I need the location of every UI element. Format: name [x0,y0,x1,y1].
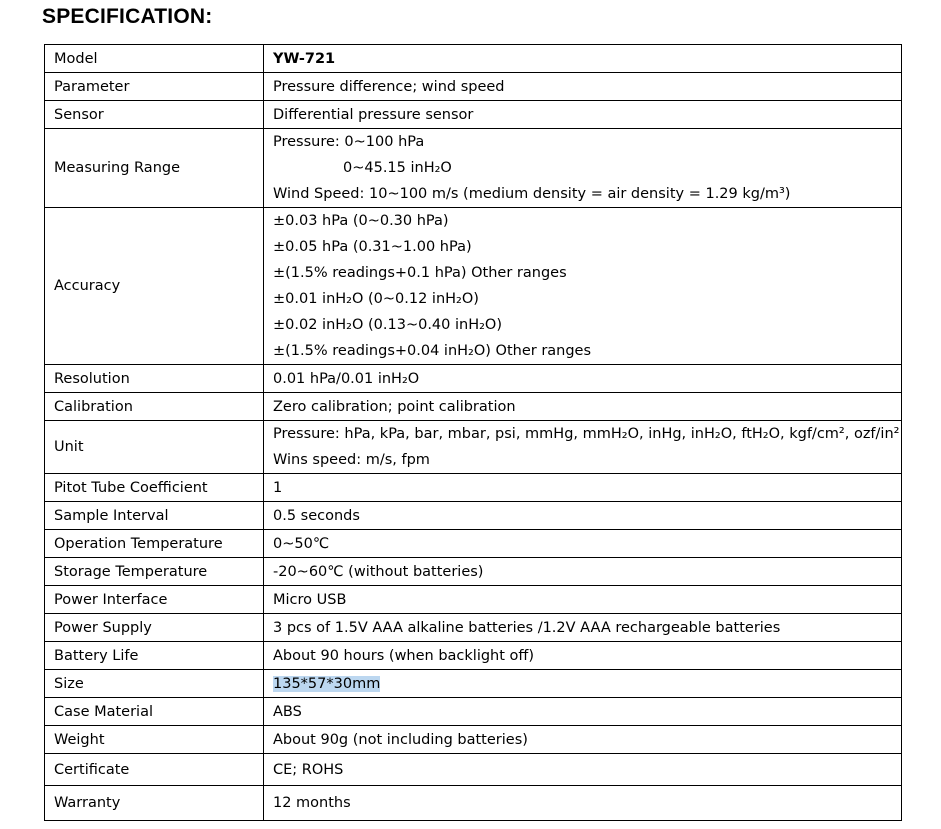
row-label: Unit [45,421,264,474]
table-row-parameter [45,73,902,101]
table-row-storage-temperature [45,558,902,586]
row-label: Measuring Range [45,129,264,208]
value-line: ±0.02 inH₂O (0.13~0.40 inH₂O) [273,317,502,333]
table-row-model [45,45,902,73]
table-row-battery-life [45,642,902,670]
row-label: Size [45,670,264,698]
row-value: About 90g (not including batteries) [264,726,902,754]
table-row-calibration [45,393,902,421]
selected-text[interactable]: 135*57*30mm [273,675,381,692]
row-value: 0~50℃ [264,530,902,558]
row-value: CE; ROHS [264,754,902,786]
row-value [264,421,902,474]
row-value: 12 months [264,786,902,821]
table-row-power-supply [45,614,902,642]
row-label: Warranty [45,786,264,821]
row-label: Operation Temperature [45,530,264,558]
table-row-power-interface [45,586,902,614]
table-row-sensor [45,101,902,129]
value-line: ±0.01 inH₂O (0~0.12 inH₂O) [273,291,479,307]
value-line: ±(1.5% readings+0.04 inH₂O) Other ranges [273,343,592,359]
value-line: 0~45.15 inH₂O [343,160,452,176]
row-label: Battery Life [45,642,264,670]
value-line: ±0.05 hPa (0.31~1.00 hPa) [273,239,472,255]
row-label: Accuracy [45,208,264,365]
value-line: Wind Speed: 10~100 m/s (medium density = air density = 1.29 kg/m³) [273,186,791,202]
table-row-size [45,670,902,698]
row-value [264,208,902,365]
value-line: Wins speed: m/s, fpm [273,452,430,468]
row-label: Resolution [45,365,264,393]
table-row-unit [45,421,902,474]
value-line: Pressure: hPa, kPa, bar, mbar, psi, mmHg, mmH₂O, inHg, inH₂O, ftH₂O, kgf/cm², ozf/in² [273,426,900,442]
table-row-operation-temperature [45,530,902,558]
table-row-accuracy [45,208,902,365]
row-value: ABS [264,698,902,726]
row-value: Micro USB [264,586,902,614]
value-line: ±0.03 hPa (0~0.30 hPa) [273,213,449,229]
value-line: Pressure: 0~100 hPa [273,134,425,150]
row-label: Model [45,45,264,73]
row-value [264,45,902,73]
row-label: Parameter [45,73,264,101]
table-row-case-material [45,698,902,726]
row-value: Zero calibration; point calibration [264,393,902,421]
table-row-weight [45,726,902,754]
row-label: Sample Interval [45,502,264,530]
row-label: Certificate [45,754,264,786]
row-value: -20~60℃ (without batteries) [264,558,902,586]
value-line: YW-721 [273,50,336,67]
row-label: Weight [45,726,264,754]
row-label: Sensor [45,101,264,129]
table-row-resolution [45,365,902,393]
row-value: 1 [264,474,902,502]
table-row-warranty [45,786,902,821]
row-label: Power Supply [45,614,264,642]
row-value: About 90 hours (when backlight off) [264,642,902,670]
row-label: Storage Temperature [45,558,264,586]
row-value: 0.01 hPa/0.01 inH₂O [264,365,902,393]
row-label: Calibration [45,393,264,421]
table-row-sample-interval [45,502,902,530]
row-label: Power Interface [45,586,264,614]
row-value [264,670,902,698]
row-value [264,129,902,208]
row-label: Case Material [45,698,264,726]
row-value: Pressure difference; wind speed [264,73,902,101]
row-value: 0.5 seconds [264,502,902,530]
table-row-certificate [45,754,902,786]
value-line: ±(1.5% readings+0.1 hPa) Other ranges [273,265,567,281]
table-row-measuring-range [45,129,902,208]
page-title: SPECIFICATION: [42,5,213,28]
row-label: Pitot Tube Coefficient [45,474,264,502]
specification-table [44,44,902,821]
row-value: 3 pcs of 1.5V AAA alkaline batteries /1.2V AAA rechargeable batteries [264,614,902,642]
table-row-pitot-tube-coefficient [45,474,902,502]
row-value: Differential pressure sensor [264,101,902,129]
